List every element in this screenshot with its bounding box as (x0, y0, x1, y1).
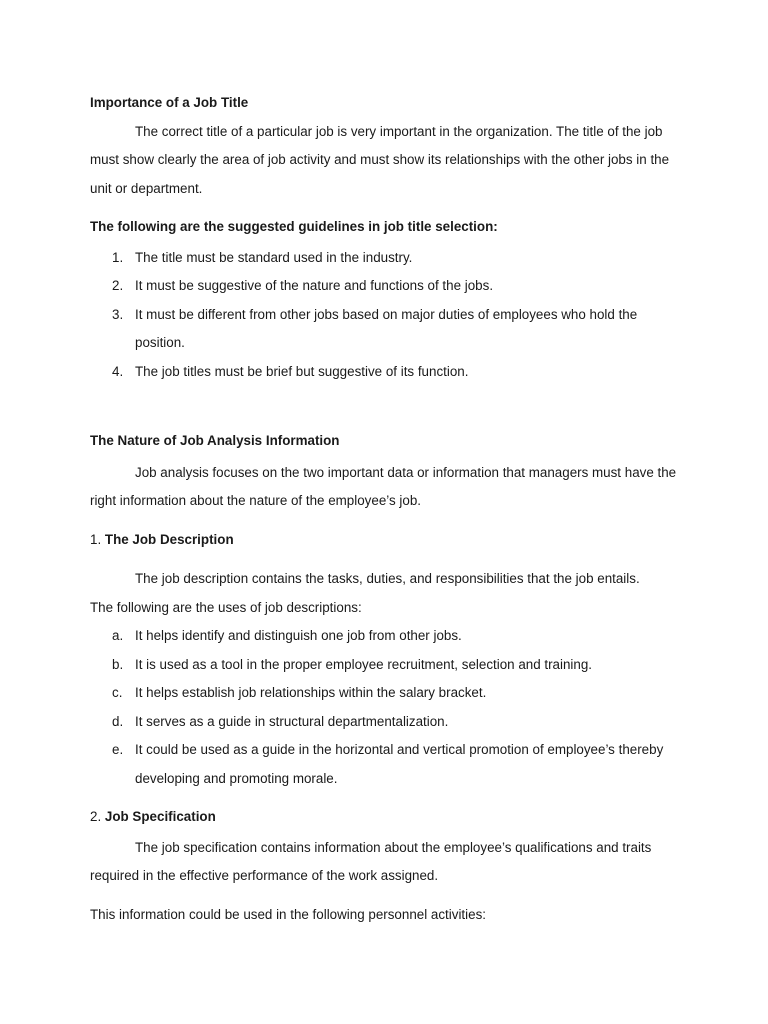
list-marker: 2. (112, 278, 124, 293)
subsection-title: The Job Description (104, 531, 234, 547)
document-page (90, 89, 690, 929)
paragraph-job-title-importance: The correct title of a particular job is very important in the organization. The title of the job must show clearly the area of job activity and must show its relationships with the other jobs in the unit or department. (90, 123, 670, 196)
list-item-text: It could be used as a guide in the horizontal and vertical promotion of employee’s thereby developing and promoting morale. (135, 742, 664, 786)
list-marker: c. (112, 685, 123, 700)
paragraph-job-description: The job description contains the tasks, duties, and responsibilities that the job entails. (135, 571, 640, 586)
list-item (90, 244, 690, 273)
list-marker: 4. (112, 363, 124, 379)
activities-intro: This information could be used in the following personnel activities: (90, 906, 486, 922)
subsection-number: 2. (90, 809, 102, 824)
subsection-heading-job-description (90, 526, 690, 555)
uses-list (90, 622, 690, 793)
list-item-text: The title must be standard used in the industry. (135, 249, 413, 265)
list-item-text: It helps establish job relationships within the salary bracket. (135, 685, 487, 700)
list-item-text: It is used as a tool in the proper employee recruitment, selection and training. (135, 656, 593, 672)
guidelines-heading: The following are the suggested guidelines in job title selection: (90, 219, 498, 234)
subsection-heading-job-specification (90, 803, 690, 832)
list-item-text: It serves as a guide in structural departmentalization. (135, 713, 449, 729)
subsection-title: Job Specification (104, 809, 216, 824)
list-item-text: It must be different from other jobs based on major duties of employees who hold the position. (135, 306, 638, 350)
list-marker: d. (112, 713, 124, 729)
paragraph-job-analysis: Job analysis focuses on the two important data or information that managers must have the right information about the nature of the employee’s job. (90, 464, 677, 508)
uses-intro: The following are the uses of job descriptions: (90, 599, 362, 615)
list-item (90, 651, 690, 680)
list-item (90, 272, 690, 301)
list-marker: e. (112, 742, 124, 757)
list-marker: b. (112, 656, 124, 672)
subsection-number: 1. (90, 531, 102, 547)
list-item (90, 736, 690, 793)
list-item (90, 679, 690, 708)
list-item-text: It must be suggestive of the nature and functions of the jobs. (135, 278, 494, 293)
list-item-text: It helps identify and distinguish one job from other jobs. (135, 628, 462, 643)
list-item (90, 708, 690, 737)
list-item (90, 622, 690, 651)
paragraph-job-specification: The job specification contains information about the employee’s qualifications and traits required in the effective performance of the work assigned. (90, 839, 652, 883)
list-marker: 1. (112, 249, 124, 265)
section-heading-job-analysis: The Nature of Job Analysis Information (90, 433, 340, 448)
list-item-text: The job titles must be brief but suggestive of its function. (135, 363, 469, 379)
list-marker: 3. (112, 306, 124, 322)
guidelines-list (90, 244, 690, 387)
section-heading-job-title: Importance of a Job Title (90, 95, 249, 110)
list-item (90, 301, 690, 358)
list-marker: a. (112, 628, 124, 643)
list-item (90, 358, 690, 387)
